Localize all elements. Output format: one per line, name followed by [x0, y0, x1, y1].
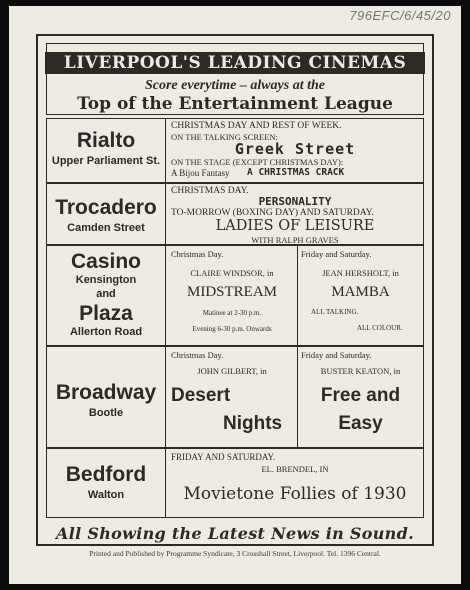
casino-left-day: Christmas Day.: [171, 249, 224, 259]
trocadero-film2: LADIES OF LEISURE: [215, 218, 375, 234]
rialto-line4a: A Bijou Fantasy: [171, 168, 230, 178]
header-banner: [46, 43, 424, 115]
broadway-address: Bootle: [88, 407, 124, 419]
bedford-name: Bedford: [65, 463, 147, 486]
trocadero-line2: TO-MORROW (BOXING DAY) AND SATURDAY.: [171, 208, 374, 218]
broadway-row: [46, 346, 424, 448]
bedford-address: Walton: [87, 489, 125, 501]
rialto-line4b: A CHRISTMAS CRACK: [247, 167, 345, 178]
rialto-venue: [47, 119, 166, 182]
rialto-programme: [167, 119, 423, 182]
rialto-film: Greek Street: [234, 140, 356, 158]
broadway-right-film1: Free and: [320, 385, 401, 406]
trocadero-line3: WITH RALPH GRAVES: [251, 235, 339, 245]
trocadero-film1: PERSONALITY: [258, 195, 332, 208]
broadway-venue: [47, 347, 166, 447]
broadway-left-film2: Nights: [223, 413, 283, 434]
casino-name: Casino: [70, 250, 141, 273]
trocadero-row: [46, 183, 424, 245]
trocadero-line1: CHRISTMAS DAY.: [171, 186, 249, 196]
bedford-film: Movietone Follies of 1930: [183, 484, 407, 504]
bedford-line1: FRIDAY AND SATURDAY.: [171, 452, 276, 462]
rialto-name: Rialto: [76, 129, 136, 152]
plaza-name: Plaza: [79, 302, 133, 325]
programme-page: [9, 6, 461, 584]
casino-right-day: Friday and Saturday.: [301, 249, 372, 259]
casino-and: and: [96, 288, 116, 300]
casino-right-note2: ALL COLOUR.: [357, 324, 403, 332]
bedford-line2: EL. BRENDEL, IN: [261, 464, 329, 474]
plaza-address: Allerton Road: [69, 326, 143, 338]
trocadero-name: Trocadero: [55, 196, 157, 219]
rialto-row: [46, 118, 424, 183]
broadway-name: Broadway: [55, 381, 157, 404]
broadway-right-star: BUSTER KEATON, in: [320, 366, 401, 376]
casino-left-matinee: Matinee at 2-30 p.m.: [202, 309, 262, 317]
broadway-right-film2: Easy: [338, 413, 383, 434]
casino-right-star: JEAN HERSHOLT, in: [322, 268, 399, 278]
bedford-row: [46, 448, 424, 518]
casino-right-film: MAMBA: [331, 284, 390, 300]
casino-address: Kensington: [75, 274, 137, 286]
advert-frame: [36, 34, 434, 546]
bedford-programme: [167, 449, 423, 517]
broadway-left-star: JOHN GILBERT, in: [197, 366, 267, 376]
casino-left-evening: Evening 6-30 p.m. Onwards: [192, 325, 272, 333]
rialto-line1: CHRISTMAS DAY AND REST OF WEEK.: [171, 121, 342, 131]
banner-title: LIVERPOOL'S LEADING CINEMAS: [45, 52, 425, 74]
slogan: All Showing the Latest News in Sound.: [56, 524, 414, 543]
rialto-line2: ON THE TALKING SCREEN:: [171, 132, 278, 142]
casino-left-film: MIDSTREAM: [186, 284, 277, 300]
archive-reference: 796EFC/6/45/20: [349, 8, 451, 23]
casino-left-star: CLAIRE WINDSOR, in: [190, 268, 274, 278]
broadway-left-day: Christmas Day.: [171, 350, 224, 360]
bedford-venue: [47, 449, 166, 517]
broadway-right-day: Friday and Saturday.: [301, 350, 372, 360]
banner-headline: Top of the Entertainment League: [77, 94, 393, 114]
casino-right-note1: ALL TALKING.: [311, 308, 359, 316]
casino-plaza-venue: [47, 246, 166, 345]
printer-imprint: Printed and Published by Programme Syndicate, 3 Crosshall Street, Liverpool. Tel. 1396 Central.: [89, 549, 381, 558]
casino-plaza-row: [46, 245, 424, 346]
rialto-line3: ON THE STAGE (EXCEPT CHRISTMAS DAY):: [171, 157, 344, 167]
rialto-address: Upper Parliament St.: [51, 155, 161, 167]
trocadero-address: Camden Street: [67, 222, 145, 234]
trocadero-programme: [167, 184, 423, 244]
trocadero-venue: [47, 184, 166, 244]
broadway-left-film1: Desert: [171, 385, 231, 406]
banner-subtitle: Score everytime – always at the: [144, 78, 326, 93]
casino-plaza-programme: [167, 246, 423, 345]
broadway-programme: [167, 347, 423, 447]
